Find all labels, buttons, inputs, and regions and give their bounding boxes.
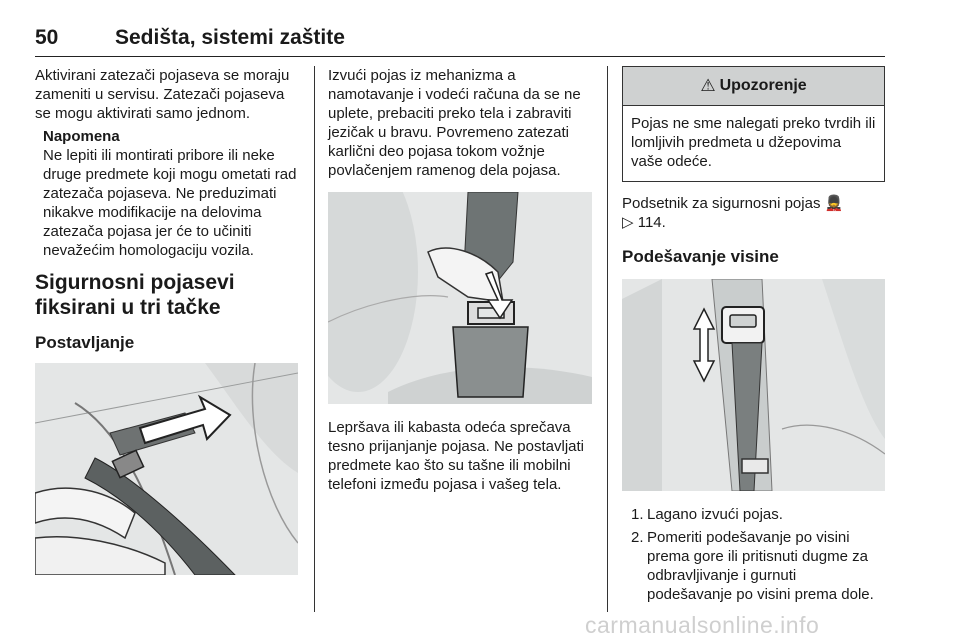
column-3 xyxy=(622,66,885,608)
intro-paragraph: Aktivirani zatezači pojaseva se moraju zameniti u servisu. Zatezači pojaseva se mogu aktivirati samo jednom. xyxy=(35,67,290,122)
step-item xyxy=(622,505,885,524)
page-title: Sedišta, sistemi zaštite xyxy=(115,26,345,49)
step-number: 2. xyxy=(631,529,644,546)
section-heading: Sigurnosni pojasevi fiksirani u tri tačke xyxy=(35,271,235,319)
column-divider-1 xyxy=(314,66,315,612)
reminder-text: Podsetnik za sigurnosni pojas xyxy=(622,195,821,212)
watermark: carmanualsonline.info xyxy=(585,612,820,638)
figure-buckle xyxy=(328,192,592,404)
note-block xyxy=(43,127,300,260)
warning-triangle-icon: ⚠ xyxy=(700,76,716,95)
step-text: Pomeriti podešavanje po visini prema gore ili pritisnuti dugme za odbravljivanje i gurnuti podešavanje po visini prema dole. xyxy=(647,529,874,603)
warning-box xyxy=(622,66,885,182)
clothing-paragraph: Lepršava ili kabasta odeća sprečava tesno prijanjanje pojasa. Ne postavljati predmete kao što su tašne ili mobilni telefoni između pojasa i vašeg tela. xyxy=(328,419,584,493)
step-text: Lagano izvući pojas. xyxy=(647,506,783,523)
figure-height-adjuster xyxy=(622,279,885,491)
reminder-paragraph xyxy=(622,194,885,232)
reference-arrow-icon: ▷ xyxy=(622,214,634,231)
column-1 xyxy=(35,66,300,575)
subsection-heading: Postavljanje xyxy=(35,333,135,352)
note-title: Napomena xyxy=(43,128,120,145)
instruction-paragraph: Izvući pojas iz mehanizma a namotavanje i vodeći računa da se ne uplete, prebaciti preko tela i zabraviti jezičak u bravu. Povremeno zatezati karlični deo pojasa tokom vožnje povlačenjem ramenog dela pojasa. xyxy=(328,67,581,179)
column-2 xyxy=(328,66,595,494)
warning-text: Pojas ne sme nalegati preko tvrdih ili lomljivih predmeta u džepovima vaše odeće. xyxy=(631,115,876,170)
height-adjust-heading: Podešavanje visine xyxy=(622,247,779,266)
seatbelt-person-icon: 💂 xyxy=(824,195,844,212)
illustration-buckle xyxy=(328,192,592,404)
reminder-page-ref: 114. xyxy=(637,214,666,231)
column-divider-2 xyxy=(607,66,608,612)
note-text: Ne lepiti ili montirati pribore ili neke druge predmete koji mogu ometati rad zatezača pojaseva. Ne preduzimati nikakve modifikacije na delovima zatezača pojasa jer će to učiniti nevažećim homologaciju vozila. xyxy=(43,147,297,259)
warning-header xyxy=(623,67,884,106)
illustration-fastening-belt xyxy=(35,363,298,575)
warning-title: Upozorenje xyxy=(719,77,807,94)
figure-fastening-belt xyxy=(35,363,298,575)
steps-list xyxy=(622,505,885,604)
step-number: 1. xyxy=(631,506,644,523)
page-number: 50 xyxy=(35,26,59,49)
step-item xyxy=(622,528,885,604)
header-rule xyxy=(35,56,885,57)
illustration-height-adjuster xyxy=(622,279,885,491)
page-header xyxy=(35,12,885,52)
